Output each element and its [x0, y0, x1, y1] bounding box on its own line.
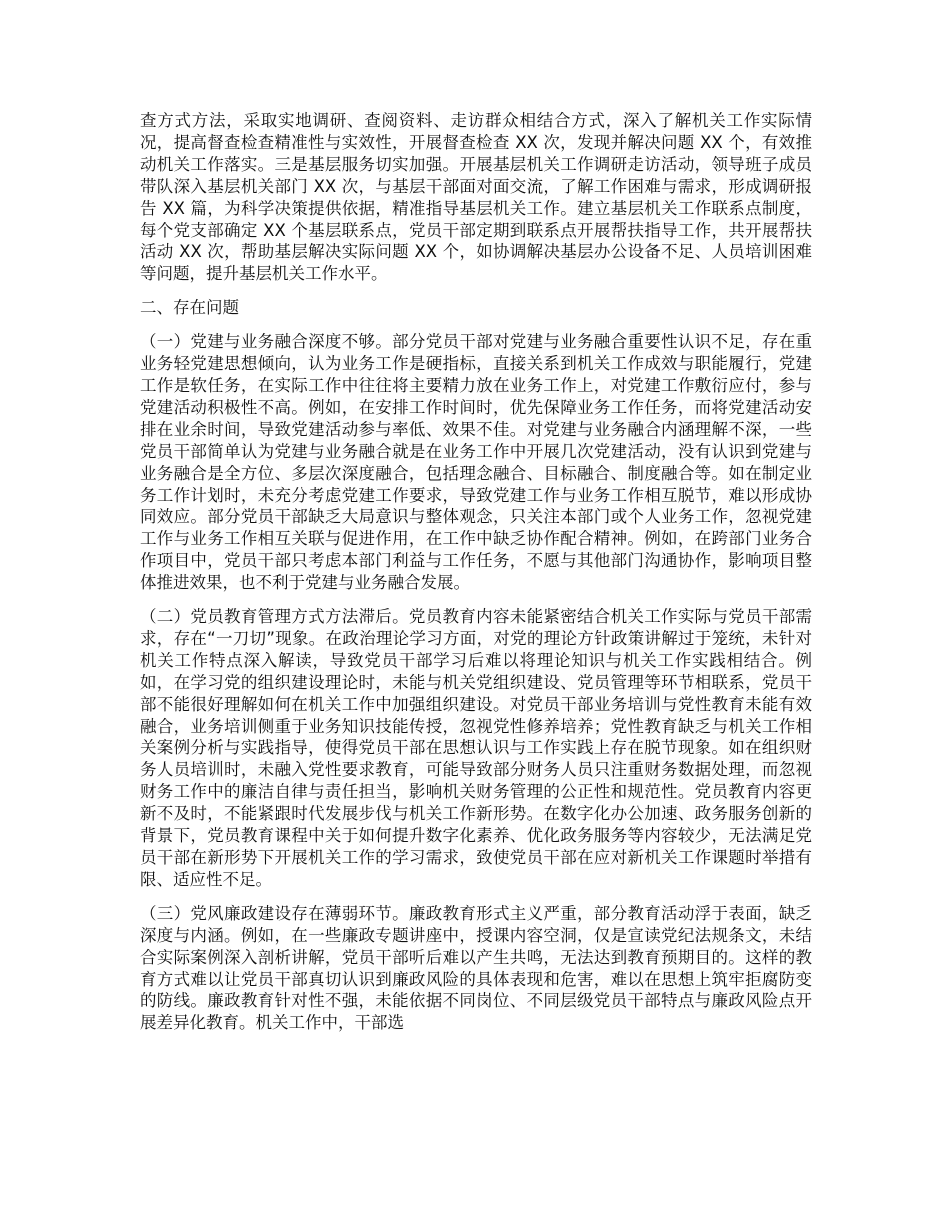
paragraph-party-business-integration: （一）党建与业务融合深度不够。部分党员干部对党建与业务融合重要性认识不足，存在重业务轻党建思想倾向，认为业务工作是硬指标，直接关系到机关工作成效与职能履行，党建工作是软任务，在实际工作中往往将主要精力放在业务工作上，对党建工作敷衍应付，参与党建活动积极性不高。例如，在安排工作时间时，优先保障业务工作任务，而将党建活动安排在业余时间，导致党建活动参与率低、效果不佳。对党建与业务融合内涵理解不深，一些党员干部简单认为党建与业务融合就是在业务工作中开展几次党建活动，没有认识到党建与业务融合是全方位、多层次深度融合，包括理念融合、目标融合、制度融合等。如在制定业务工作计划时，未充分考虑党建工作要求，导致党建工作与业务工作相互脱节，难以形成协同效应。部分党员干部缺乏大局意识与整体观念，只关注本部门或个人业务工作，忽视党建工作与业务工作相互关联与促进作用，在工作中缺乏协作配合精神。例如，在跨部门业务合作项目中，党员干部只考虑本部门利益与工作任务，不愿与其他部门沟通协作，影响项目整体推进效果，也不利于党建与业务融合发展。 — [140, 332, 812, 593]
section-heading-existing-problems: 二、存在问题 — [140, 298, 239, 318]
document-page — [140, 110, 812, 1046]
paragraph-member-education-management: （二）党员教育管理方式方法滞后。党员教育内容未能紧密结合机关工作实际与党员干部需求，存在“一刀切”现象。在政治理论学习方面，对党的理论方针政策讲解过于笼统，未针对机关工作特点深入解读，导致党员干部学习后难以将理论知识与机关工作实践相结合。例如，在学习党的组织建设理论时，未能与机关党组织建设、党员管理等环节相联系，党员干部不能很好理解如何在机关工作中加强组织建设。对党员干部业务培训与党性教育未能有效融合，业务培训侧重于业务知识技能传授，忽视党性修养培养；党性教育缺乏与机关工作相关案例分析与实践指导，使得党员干部在思想认识与工作实践上存在脱节现象。如在组织财务人员培训时，未融入党性要求教育，可能导致部分财务人员只注重财务数据处理，而忽视财务工作中的廉洁自律与责任担当，影响机关财务管理的公正性和规范性。党员教育内容更新不及时，不能紧跟时代发展步伐与机关工作新形势。在数字化办公加速、政务服务创新的背景下，党员教育课程中关于如何提升数字化素养、优化政务服务等内容较少，无法满足党员干部在新形势下开展机关工作的学习需求，致使党员干部在应对新机关工作课题时举措有限、适应性不足。 — [140, 607, 812, 889]
paragraph-supervision-and-grassroots-service: 查方式方法，采取实地调研、查阅资料、走访群众相结合方式，深入了解机关工作实际情况，提高督查检查精准性与实效性，开展督查检查 XX 次，发现并解决问题 XX 个，有效推动机关工作落实。三是基层服务切实加强。开展基层机关工作调研走访活动，领导班子成员带队深入基层机关部门 XX 次，与基层干部面对面交流，了解工作困难与需求，形成调研报告 XX 篇，为科学决策提供依据，精准指导基层机关工作。建立基层机关工作联系点制度，每个党支部确定 XX 个基层联系点，党员干部定期到联系点开展帮扶指导工作，共开展帮扶活动 XX 次，帮助基层解决实际问题 XX 个，如协调解决基层办公设备不足、人员培训困难等问题，提升基层机关工作水平。 — [140, 111, 812, 284]
paragraph-clean-governance: （三）党风廉政建设存在薄弱环节。廉政教育形式主义严重，部分教育活动浮于表面，缺乏深度与内涵。例如，在一些廉政专题讲座中，授课内容空洞，仅是宣读党纪法规条文，未结合实际案例深入剖析讲解，党员干部听后难以产生共鸣，无法达到教育预期目的。这样的教育方式难以让党员干部真切认识到廉政风险的具体表现和危害，难以在思想上筑牢拒腐防变的防线。廉政教育针对性不强，未能依据不同岗位、不同层级党员干部特点与廉政风险点开展差异化教育。机关工作中，干部选 — [140, 903, 812, 1033]
